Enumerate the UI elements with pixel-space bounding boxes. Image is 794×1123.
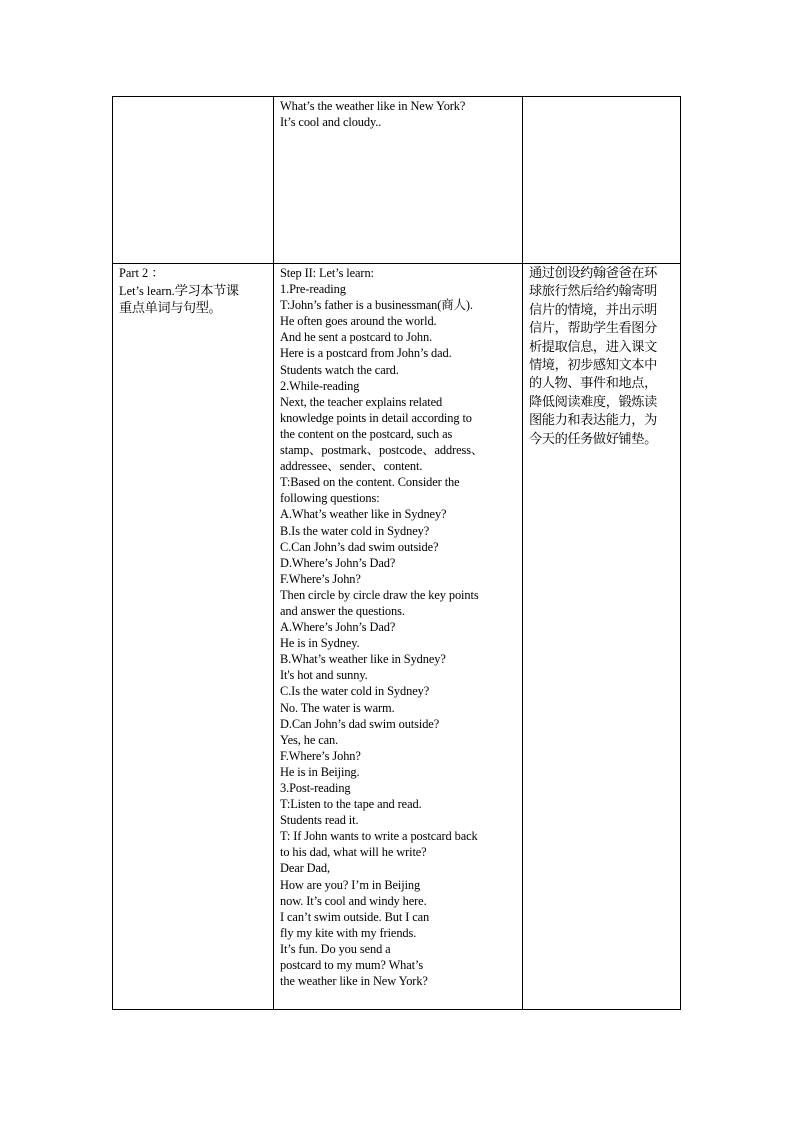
text-line: Students read it. [280,813,359,828]
text-line: Step II: Let’s learn: [280,266,374,280]
text-line: the weather like in New York? [280,974,428,989]
text-line: I can’t swim outside. But I can [280,909,430,924]
text-line: Students watch the card. [280,362,399,377]
text-line: 3.Post-reading [280,781,351,795]
purpose-text-line: 通过创设约翰爸爸在环 [529,266,657,281]
text-line: 1.Pre-reading [280,282,346,297]
purpose-text-line: 信片的情境，并出示明 [529,302,657,318]
text-line: 2.While-reading [280,378,360,393]
text-line: He is in Sydney. [280,636,360,651]
text-line: A.Where’s John’s Dad? [280,620,396,635]
text-line: C.Can John’s dad swim outside? [280,539,439,554]
part-cell [113,264,274,1010]
text-line: to his dad, what will he write? [280,845,427,860]
part-text-zh: 重点单词与句型。 [119,301,222,317]
text-line: C.Is the water cold in Sydney? [280,684,430,699]
text-line: D.Where’s John’s Dad? [280,555,396,570]
text-line: Next, the teacher explains related [280,394,443,409]
text-line: It’s cool and cloudy.. [280,115,382,130]
steps-cell [274,97,523,264]
text-line: T:John’s father is a businessman(商人). [280,298,473,313]
text-line: now. It’s cool and windy here. [280,893,427,908]
steps-cell [274,264,523,1010]
text-line: following questions: [280,491,380,506]
part-text-zh: 学习本节课 [174,283,239,299]
part-text-line [119,283,273,301]
part-cell [113,97,274,264]
text-line: stamp、postmark、postcode、address、 [280,443,484,458]
purpose-text-line: 今天的任务做好铺垫。 [529,431,657,447]
text-line: T:Based on the content. Consider the [280,475,460,490]
lesson-plan-table [112,96,681,1010]
text-line: T: If John wants to write a postcard back [280,829,478,844]
text-line: It's hot and sunny. [280,668,368,683]
text-line: B.Is the water cold in Sydney? [280,523,430,538]
text-line: the content on the postcard, such as [280,426,453,441]
part-text-en: Part 2 ： [119,266,164,280]
part-text-line [119,265,273,283]
purpose-text-line: 情境，初步感知文本中 [529,358,657,374]
purpose-text-line: 信片，帮助学生看图分 [529,321,657,337]
text-line: T:Listen to the tape and read. [280,797,422,812]
table-row [113,97,681,264]
text-line: Yes, he can. [280,732,339,747]
text-line: fly my kite with my friends. [280,925,417,940]
text-line: A.What’s weather like in Sydney? [280,507,447,522]
text-line: B.What’s weather like in Sydney? [280,652,446,667]
text-line: F.Where’s John? [280,748,361,763]
part-text-line [119,300,273,318]
text-line: How are you? I’m in Beijing [280,877,421,892]
text-line: Dear Dad, [280,861,331,876]
purpose-text-line: 析提取信息，进入课文 [529,339,657,355]
text-line: And he sent a postcard to John. [280,330,433,345]
text-line: knowledge points in detail according to [280,410,472,425]
text-line: Then circle by circle draw the key points [280,587,479,602]
text-line: and answer the questions. [280,603,405,618]
text-line: It’s fun. Do you send a [280,941,391,956]
purpose-cell [523,264,681,1010]
purpose-text-line: 图能力和表达能力，为 [529,413,657,429]
purpose-text-line: 降低阅读难度，锻炼读 [529,394,657,410]
table-row [113,264,681,1010]
text-line: What’s the weather like in New York? [280,99,466,113]
text-line: He is in Beijing. [280,764,360,779]
text-line: postcard to my mum? What’s [280,958,424,973]
purpose-text-line: 球旅行然后给约翰寄明 [529,284,657,300]
text-line: addressee、sender、content. [280,459,423,474]
text-line: Here is a postcard from John’s dad. [280,346,452,361]
purpose-cell [523,97,681,264]
part-text-en: Let’s learn. [119,283,175,298]
purpose-text-line: 的人物、事件和地点， [529,376,657,392]
text-line: F.Where’s John? [280,571,361,586]
text-line: No. The water is warm. [280,700,395,715]
text-line: D.Can John’s dad swim outside? [280,716,440,731]
text-line: He often goes around the world. [280,314,437,329]
